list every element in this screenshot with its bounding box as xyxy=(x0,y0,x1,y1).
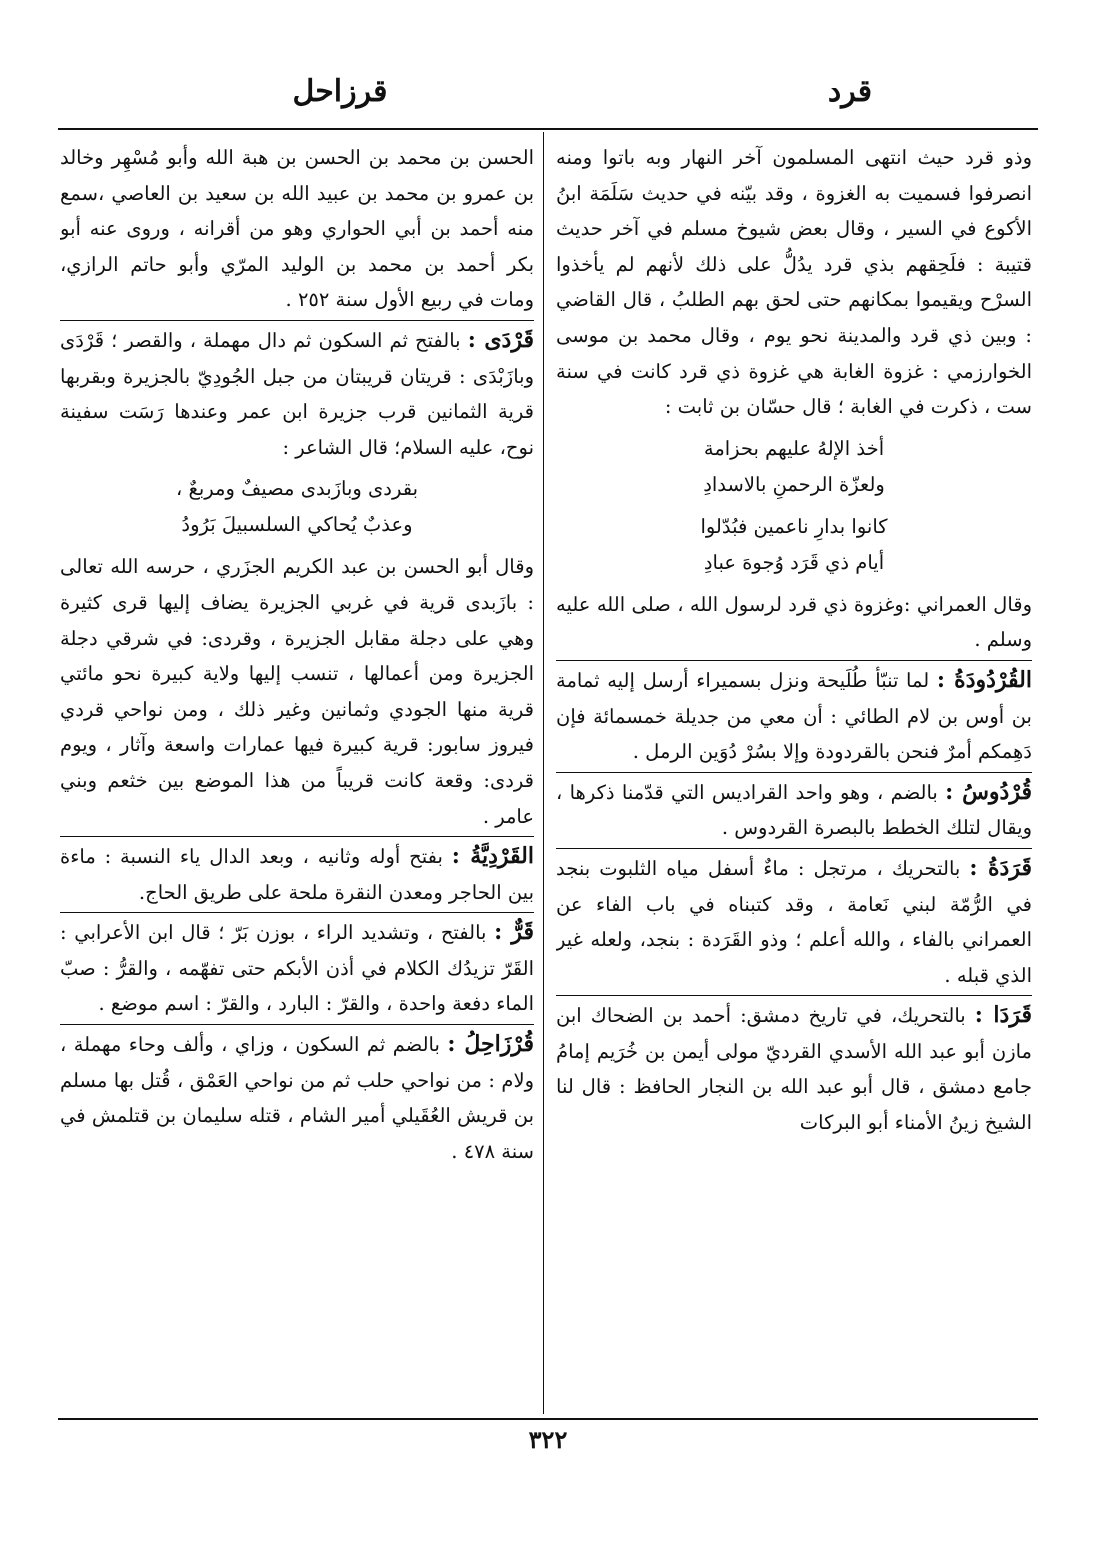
entry-separator xyxy=(556,772,1032,773)
running-head-right: قرد xyxy=(827,74,873,109)
verse-line: بقردى وبازَبدى مصيفٌ ومربعٌ ، xyxy=(175,477,419,501)
entry-separator xyxy=(556,660,1032,661)
entry-separator xyxy=(60,912,534,913)
entry-headword: قَرْدَى : xyxy=(467,326,534,353)
entry-separator xyxy=(60,1024,534,1025)
entry-text: بالفتح ثم السكون ثم دال مهملة ، والقصر ؛ قَرْدَى وبازَبْدَى : قريتان قريبتان من جبل الجُودِيّ بالجزيرة وبقربها قرية الثمانين قرب جزيرة ابن عمر وعندها رَسَت سفينة نوح، عليه السلام؛ قال الشاعر : xyxy=(60,328,534,459)
paragraph: الحسن بن محمد بن الحسن بن هبة الله وأبو مُسْهِر وخالد بن عمرو بن محمد بن عبيد الله بن سعيد بن العاصي ،سمع منه أحمد بن أبي الحواري وهو من أقرانه ، وروى عنه أبو بكر أحمد بن محمد بن الوليد المرّي وأبو حاتم الرازي، ومات في ربيع الأول سنة ٢٥٢ . xyxy=(60,146,534,312)
verse-line: وعذبٌ يُحاكي السلسبيلَ بَرُودُ xyxy=(181,513,413,537)
entry-headword: قُرْدُوسُ : xyxy=(945,778,1032,805)
dictionary-entry xyxy=(556,851,1032,993)
entry-text: بالفتح ، وتشديد الراء ، بوزن بَرّ ؛ قال ابن الأعرابي : القَرّ تزيدُك الكلام في أذن الأبكم حتى تفهّمه ، والقرُّ : صبّ الماء دفعة واحدة ، والقرّ : البارد ، والقرّ : اسم موضع . xyxy=(60,921,534,1016)
verse-block xyxy=(556,509,1032,581)
dictionary-entry xyxy=(60,839,534,910)
entry-text: لما تنبّأ طُلَيحة ونزل بسميراء أرسل إليه ثمامة بن أوس بن لام الطائي : أن معي من جديلة خمسمائة فإن دَهِمكم أمرٌ فنحن بالقردودة وإلا بسُرْ دُوَين الرمل . xyxy=(556,668,1032,764)
left-column xyxy=(60,140,534,1412)
column-divider xyxy=(543,132,544,1414)
verse-block xyxy=(60,471,534,543)
top-rule xyxy=(58,128,1038,130)
entry-text: بالضم ، وهو واحد القراديس التي قدّمنا ذكرها ، ويقال لتلك الخطط بالبصرة القردوس . xyxy=(556,780,1032,840)
entry-headword: القَرْدِيَّةُ : xyxy=(451,843,534,870)
entry-text: بالتحريك ، مرتجل : ماءٌ أسفل مياه الثلبوت بنجد في الرُّمّة لبني نَعامة ، وقد كتبناه في باب الفاء عن العمراني بالفاء ، والله أعلم ؛ وذو القَرَدة : بنجد، ولعله غير الذي قبله . xyxy=(556,856,1032,987)
dictionary-entry xyxy=(556,663,1032,770)
entry-headword: قُرْزَاحِلُ : xyxy=(447,1031,534,1058)
verse-line: ولعزّة الرحمنِ بالاسدادِ xyxy=(703,472,885,496)
dictionary-entry xyxy=(556,775,1032,846)
verse-line: أخذ الإلهُ عليهم بحزامة xyxy=(703,436,885,460)
entry-separator xyxy=(60,836,534,837)
bottom-rule xyxy=(58,1418,1038,1420)
page-number: ٣٢٢ xyxy=(528,1425,568,1454)
entry-headword: قَرَدَا : xyxy=(974,1002,1032,1029)
verse-line: أيام ذي قَرَد وُجوهَ عبادِ xyxy=(703,550,885,574)
verse-line: كانوا بدارِ ناعمين فبُدّلوا xyxy=(700,514,888,538)
verse-block xyxy=(556,431,1032,503)
dictionary-entry xyxy=(60,915,534,1022)
entry-separator xyxy=(60,320,534,321)
entry-text: بفتح أوله وثانيه ، وبعد الدال ياء النسبة : ماءة بين الحاجر ومعدن النقرة ملحة على طريق الحاج. xyxy=(60,845,534,904)
dictionary-entry xyxy=(60,323,534,465)
entry-text: بالتحريك، في تاريخ دمشق: أحمد بن الضحاك ابن مازن أبو عبد الله الأسدي القرديّ مولى أيمن بن خُرَيم إمامُ جامع دمشق ، قال أبو عبد الله بن النجار الحافظ : قال لنا الشيخ زينُ الأمناء أبو البركات xyxy=(556,1004,1032,1135)
running-head-left: قرزاحل xyxy=(292,74,388,109)
entry-separator xyxy=(556,848,1032,849)
paragraph: وقال أبو الحسن بن عبد الكريم الجزَري ، حرسه الله تعالى : بازَبدى قرية في غربي الجزيرة يضاف إليها قرى كثيرة وهي على دجلة مقابل الجزيرة ، وقردى: في شرقي دجلة الجزيرة ومن أعمالها ، تنسب إليها ولاية كبيرة نحو مائتي قرية منها الجودي وثمانين وغير ذلك ، ومن نواحي قردي فيروز سابور: قرية كبيرة فيها عمارات واسعة وآثار ، ويوم قردى: وقعة كانت قريباً من هذا الموضع بين خثعم وبني عامر . xyxy=(60,555,534,828)
right-column xyxy=(556,140,1032,1412)
entry-text: بالضم ثم السكون ، وزاي ، وألف وحاء مهملة ، ولام : من نواحي حلب ثم من نواحي العَمْق ، قُتل بها مسلم بن قريش العُقَيلي أمير الشام ، قتله سليمان بن قتلمش في سنة ٤٧٨ . xyxy=(60,1033,534,1163)
paragraph: وقال العمراني :وغزوة ذي قرد لرسول الله ، صلى الله عليه وسلم . xyxy=(556,592,1032,652)
paragraph: وذو قرد حيث انتهى المسلمون آخر النهار وبه باتوا ومنه انصرفوا فسميت به الغزوة ، وقد بيّنه في حديث سَلَمَة ابنُ الأكوع في السير ، وقال بعض شيوخ مسلم في آخر حديث قتيبة : فلَحِقهم بذي قرد يدُلُّ على ذلك لأنهم لم يأخذوا السرْح ويقيموا بمكانهم حتى لحق بهم الطلبُ ، قال القاضي : وبين ذي قرد والمدينة نحو يوم ، وقال محمد بن موسى الخوارزمي : غزوة الغابة هي غزوة ذي قرد كانت في سنة ست ، ذكرت في الغابة ؛ قال حسّان بن ثابت : xyxy=(556,146,1032,419)
entry-separator xyxy=(556,995,1032,996)
entry-headword: قَرٌّ : xyxy=(494,919,534,946)
dictionary-entry xyxy=(556,998,1032,1140)
entry-headword: القُرْدُودَةُ : xyxy=(936,666,1032,693)
entry-headword: قَرَدَةُ : xyxy=(969,854,1032,881)
dictionary-entry xyxy=(60,1027,534,1169)
